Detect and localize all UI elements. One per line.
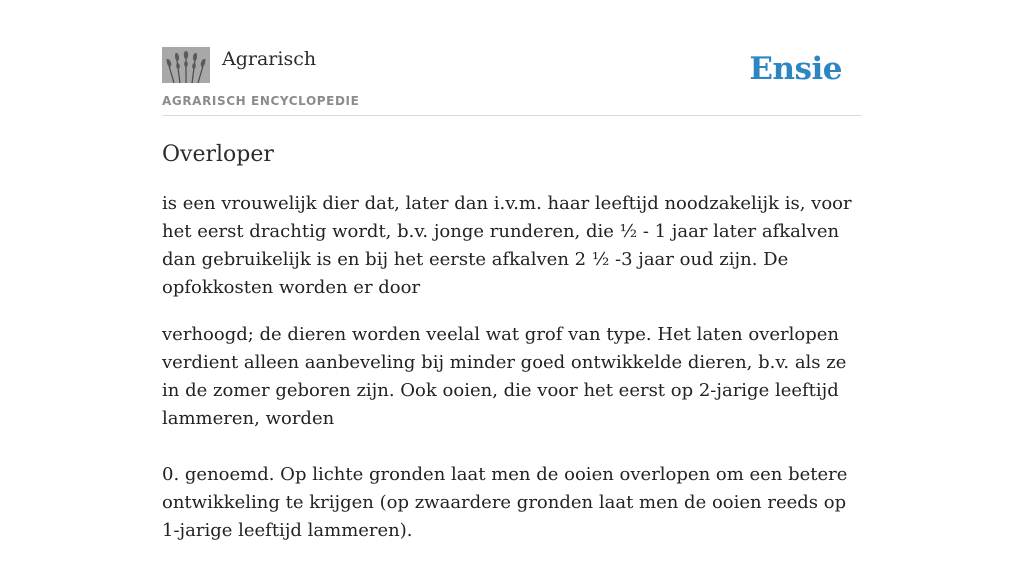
brand-logo[interactable]: Ensie (749, 51, 842, 87)
entry-paragraph: verhoogd; de dieren worden veelal wat grof van type. Het laten overlopen verdient alleen aanbeveling bij minder goed ontwikkelde dieren, b.v. als ze in de zomer geboren zijn. Ook ooien, die voor het eerst op 2-jarige leeftijd lammeren, worden (162, 324, 847, 429)
entry-paragraph: is een vrouwelijk dier dat, later dan i.v.m. haar leeftijd noodzakelijk is, voor het eerst drachtig wordt, b.v. jonge runderen, die ½ - 1 jaar later afkalven dan gebruikelijk is en bij het eerste afkalven 2 ½ -3 jaar oud zijn. De opfokkosten worden er door (162, 193, 852, 298)
entry-content (162, 140, 862, 564)
source-subtitle[interactable]: AGRARISCH ENCYCLOPEDIE (162, 94, 360, 108)
wheat-icon[interactable] (162, 47, 210, 83)
entry-paragraph: 0. genoemd. Op lichte gronden laat men de ooien overlopen om een betere ontwikkeling te krijgen (op zwaardere gronden laat men de ooien reeds op 1-jarige leeftijd lammeren). (162, 464, 848, 541)
entry-title: Overloper (162, 142, 274, 167)
header (162, 47, 862, 116)
source-title[interactable]: Agrarisch (222, 48, 317, 70)
